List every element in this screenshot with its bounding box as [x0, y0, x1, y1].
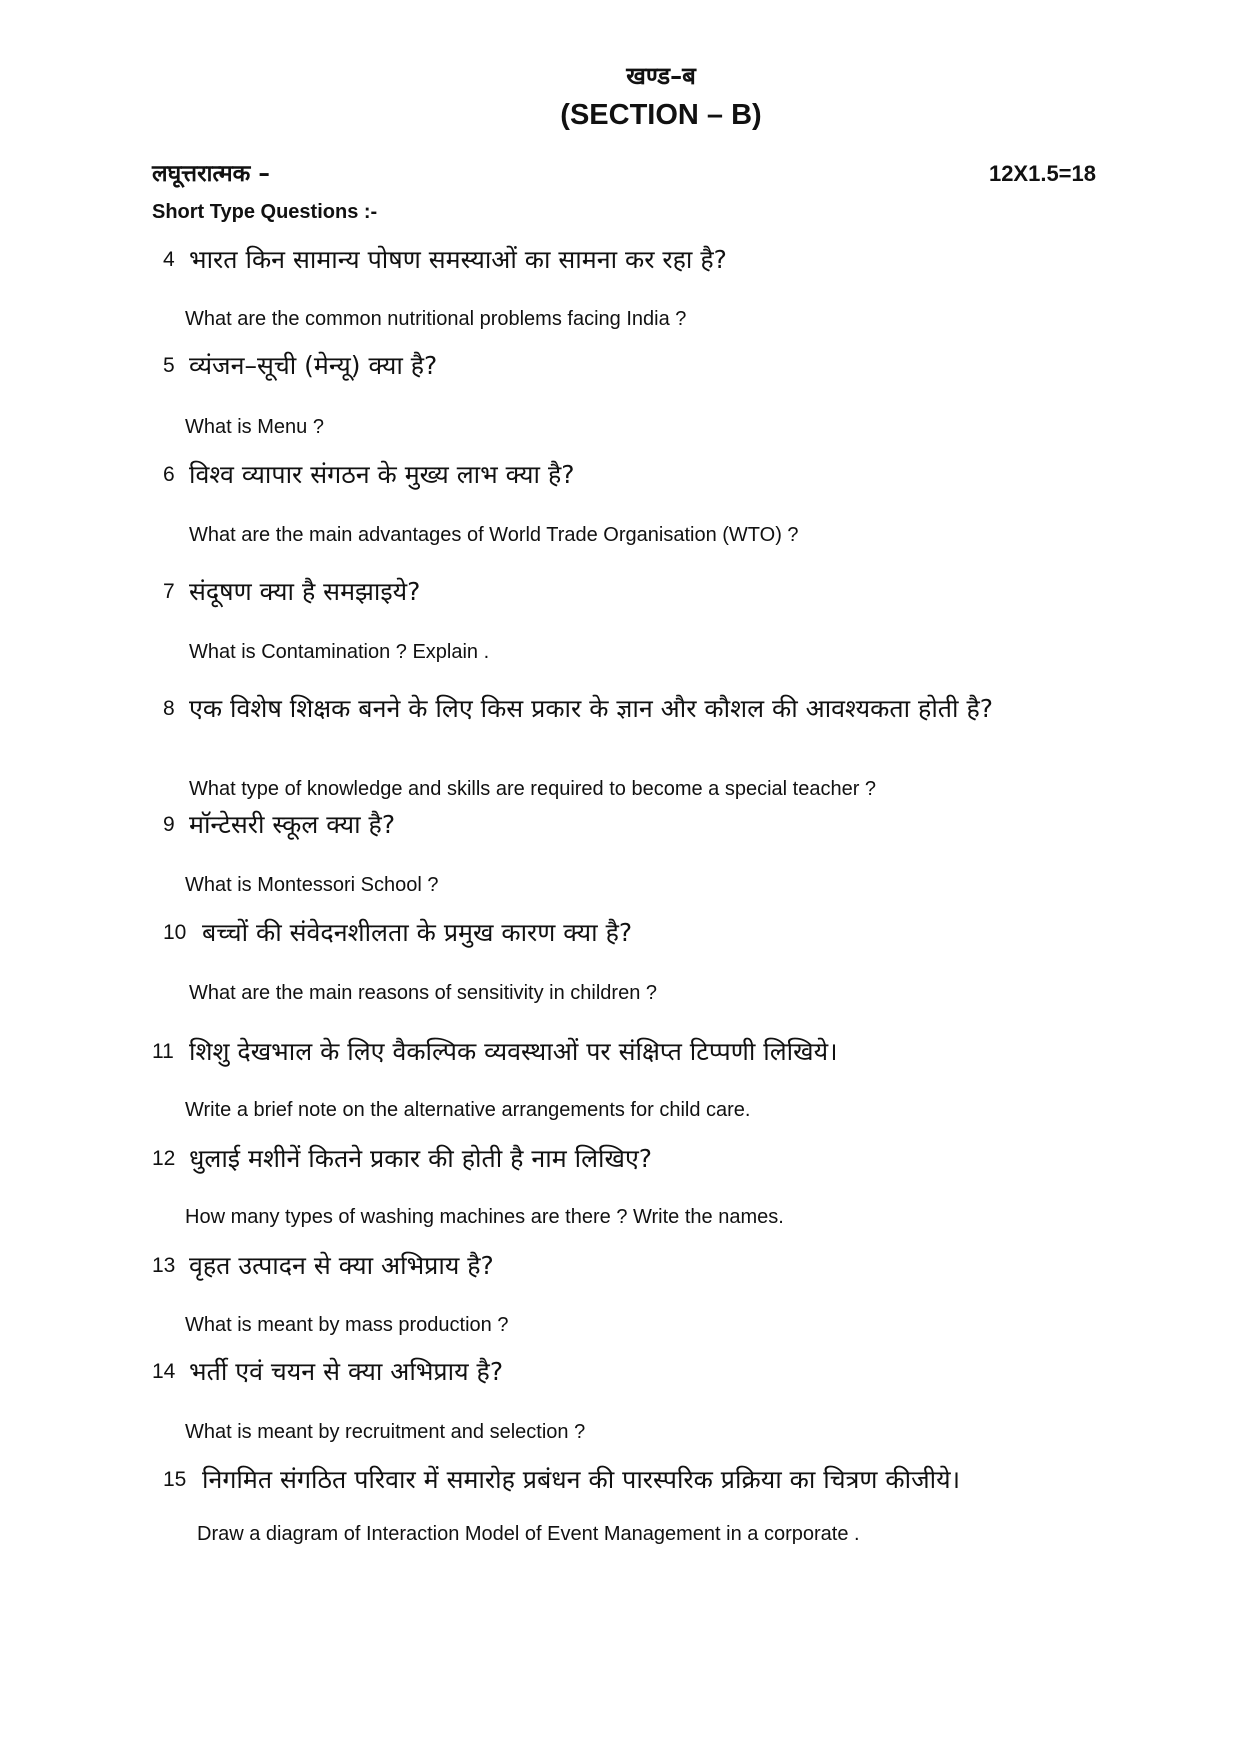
question-hindi-text: संदूषण क्या है समझाइये?	[189, 577, 421, 606]
question-number: 9	[163, 813, 175, 836]
question-hindi-text: धुलाई मशीनें कितने प्रकार की होती है नाम लिखिए?	[189, 1144, 653, 1173]
section-title: (SECTION – B)	[560, 99, 762, 131]
marks-allocation: 12X1.5=18	[988, 161, 1096, 186]
question-english-text: What is Montessori School ?	[185, 874, 439, 896]
question-number: 13	[152, 1254, 176, 1277]
question-number: 12	[152, 1147, 176, 1170]
question-english-text: What is meant by recruitment and selection ?	[185, 1421, 586, 1443]
question-number: 7	[163, 580, 175, 603]
question-number: 8	[163, 697, 175, 720]
question-hindi-text: शिशु देखभाल के लिए वैकल्पिक व्यवस्थाओं पर संक्षिप्त टिप्पणी लिखिये।	[189, 1037, 838, 1066]
question-number: 14	[152, 1360, 176, 1383]
question-english-text: What is meant by mass production ?	[185, 1314, 509, 1336]
question-hindi-text: भारत किन सामान्य पोषण समस्याओं का सामना कर रहा है?	[189, 245, 727, 274]
question-english-text: What are the common nutritional problems facing India ?	[185, 308, 687, 330]
question-type-label: Short Type Questions :-	[152, 201, 378, 223]
question-english-text: What are the main reasons of sensitivity in children ?	[189, 982, 657, 1004]
question-english-text: What is Contamination ? Explain .	[189, 641, 490, 663]
question-english-text: Write a brief note on the alternative arrangements for child care.	[185, 1099, 751, 1121]
question-english-text: What type of knowledge and skills are required to become a special teacher ?	[189, 778, 877, 800]
question-hindi-text: वृहत उत्पादन से क्या अभिप्राय है?	[189, 1251, 494, 1280]
question-english-text: How many types of washing machines are there ? Write the names.	[185, 1206, 784, 1228]
question-hindi-text: विश्व व्यापार संगठन के मुख्य लाभ क्या है?	[189, 460, 575, 489]
question-english-text: What is Menu ?	[185, 416, 324, 438]
question-number: 5	[163, 354, 175, 377]
question-number: 11	[152, 1040, 174, 1063]
question-number: 6	[163, 463, 175, 486]
question-number: 15	[163, 1468, 187, 1491]
question-hindi-text: निगमित संगठित परिवार में समारोह प्रबंधन की पारस्परिक प्रक्रिया का चित्रण कीजीये।	[202, 1465, 961, 1494]
question-hindi-text: एक विशेष शिक्षक बनने के लिए किस प्रकार के ज्ञान और कौशल की आवश्यकता होती है?	[189, 694, 994, 723]
question-hindi-text: व्यंजन–सूची (मेन्यू) क्या है?	[189, 351, 438, 380]
question-number: 10	[163, 921, 187, 944]
question-type-hindi-label: लघूत्तरात्मक –	[152, 161, 270, 187]
question-hindi-text: बच्चों की संवेदनशीलता के प्रमुख कारण क्या है?	[202, 918, 633, 947]
question-number: 4	[163, 248, 175, 271]
question-hindi-text: भर्ती एवं चयन से क्या अभिप्राय है?	[189, 1357, 504, 1386]
question-english-text: Draw a diagram of Interaction Model of Event Management in a corporate .	[197, 1523, 860, 1545]
question-english-text: What are the main advantages of World Trade Organisation (WTO) ?	[189, 524, 799, 546]
section-hindi-title: खण्ड–ब	[626, 62, 696, 90]
question-hindi-text: मॉन्टेसरी स्कूल क्या है?	[189, 810, 396, 839]
